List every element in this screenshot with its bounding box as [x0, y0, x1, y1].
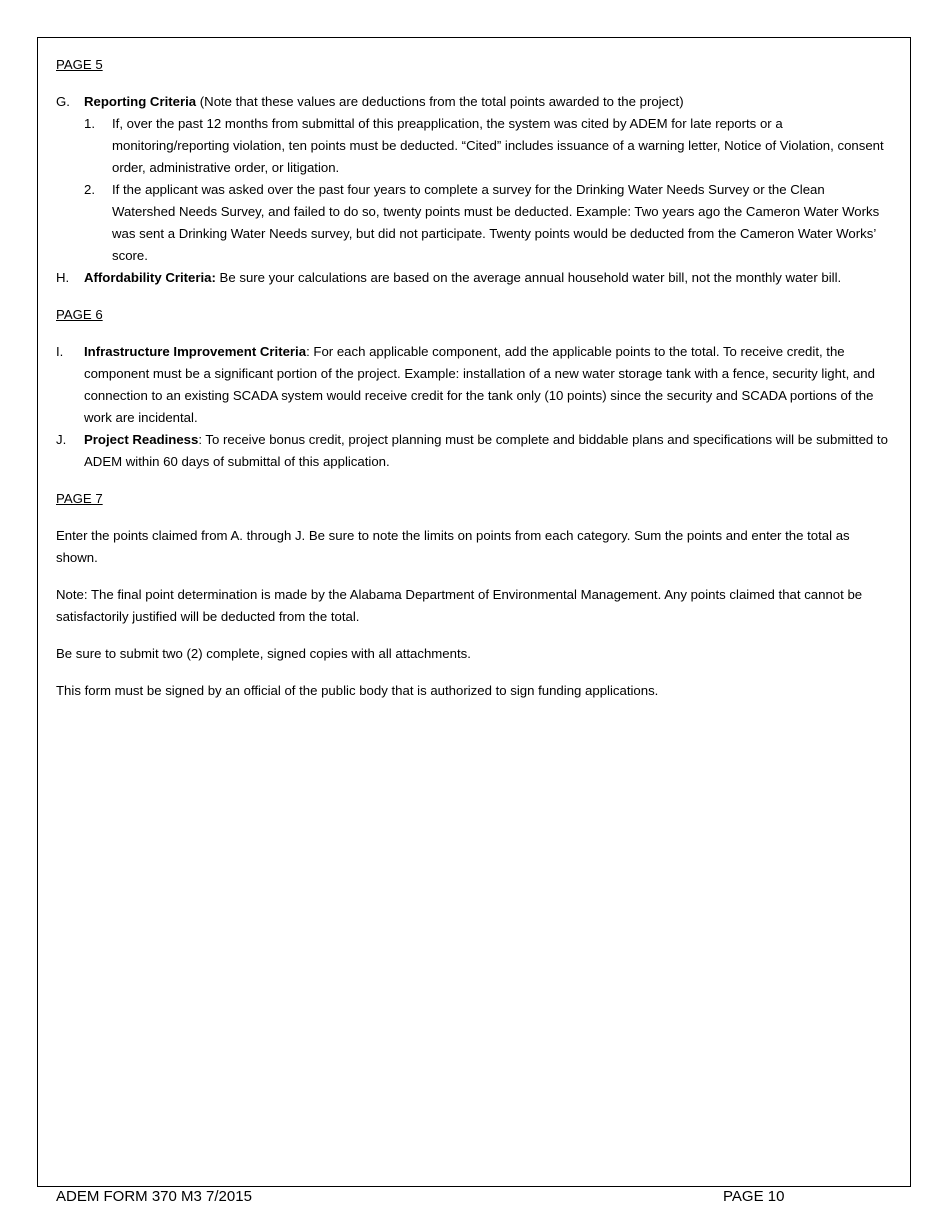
form-identifier: ADEM FORM 370 M3 7/2015	[56, 1188, 252, 1205]
page-7-instructions: Enter the points claimed from A. through J. Be sure to note the limits on points from each category. Sum the points and enter the total as shown.	[56, 528, 850, 565]
section-i-title: Infrastructure Improvement Criteria	[84, 344, 307, 359]
section-g-item-1-num: 1.	[84, 116, 95, 131]
page-7-heading: PAGE 7	[56, 491, 103, 506]
page-6-heading: PAGE 6	[56, 307, 103, 322]
section-g-item-2-num: 2.	[84, 182, 95, 197]
section-g-item-1-text: If, over the past 12 months from submittal of this preapplication, the system was cited by ADEM for late reports or a monitoring/reporting violation, ten points must be deducted. “Cited” includes issuance of a warning letter, Notice of Violation, consent order, administrative order, or litigation.	[112, 116, 884, 175]
page-7-signature-note: This form must be signed by an official of the public body that is authorized to sign funding applications.	[56, 683, 659, 698]
section-i	[56, 341, 890, 429]
section-h-text: Be sure your calculations are based on the average annual household water bill, not the monthly water bill.	[215, 270, 842, 285]
page-7-note: Note: The final point determination is made by the Alabama Department of Environmental Management. Any points claimed that cannot be satisfactorily justified will be deducted from the total.	[56, 587, 863, 624]
section-h	[56, 267, 890, 289]
section-g	[56, 91, 890, 267]
section-j	[56, 429, 890, 473]
section-g-item-1	[84, 113, 890, 179]
page-number: PAGE 10	[723, 1188, 785, 1205]
section-i-text: : For each applicable component, add the applicable points to the total. To receive credit, the component must be a significant portion of the project. Example: installation of a new water storage tank with a fence, security light, and connection to an existing SCADA system would receive credit for the tank only (10 points) since the security and SCADA portions of the work are incidental.	[84, 344, 875, 425]
section-g-letter: G.	[56, 94, 70, 109]
section-g-text: (Note that these values are deductions from the total points awarded to the project)	[196, 94, 684, 109]
section-g-item-2	[84, 179, 890, 267]
section-j-letter: J.	[56, 432, 67, 447]
page-7-copies: Be sure to submit two (2) complete, signed copies with all attachments.	[56, 646, 471, 661]
section-i-letter: I.	[56, 344, 64, 359]
section-g-title: Reporting Criteria	[84, 94, 197, 109]
section-h-letter: H.	[56, 270, 70, 285]
section-j-title: Project Readiness	[84, 432, 199, 447]
section-h-title: Affordability Criteria:	[84, 270, 216, 285]
page-5-heading: PAGE 5	[56, 57, 103, 72]
section-g-item-2-text: If the applicant was asked over the past four years to complete a survey for the Drinking Water Needs Survey or the Clean Watershed Needs Survey, and failed to do so, twenty points must be deducted. Example: Two years ago the Cameron Water Works was sent a Drinking Water Needs survey, but did not participate. Twenty points would be deducted from the Cameron Water Works’ score.	[112, 182, 880, 263]
section-j-text: : To receive bonus credit, project planning must be complete and biddable plans and specifications will be submitted to ADEM within 60 days of submittal of this application.	[84, 432, 888, 469]
document-body	[56, 54, 890, 717]
